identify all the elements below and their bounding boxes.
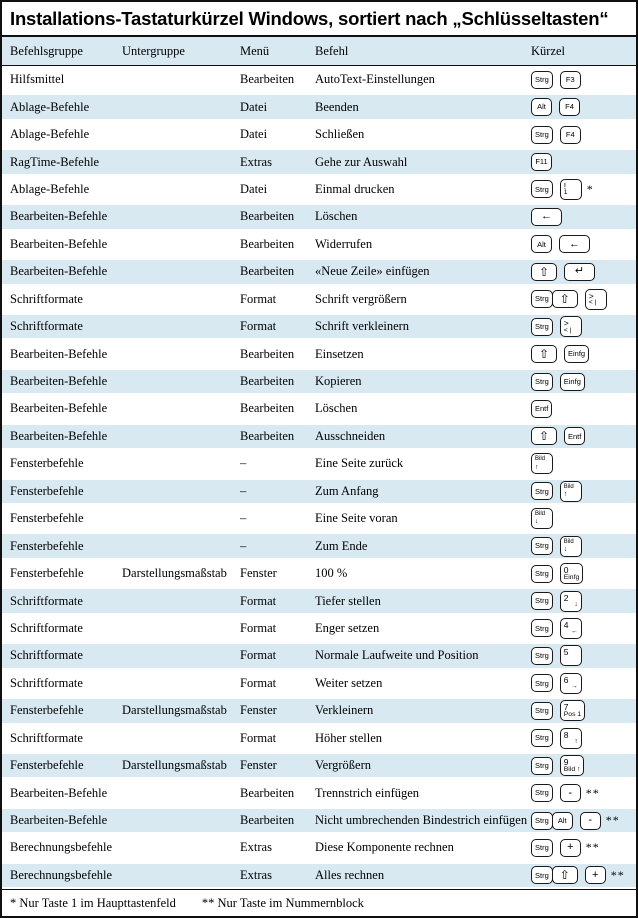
cell-befehlsgruppe: Fensterbefehle	[10, 483, 84, 498]
key-num-9-bild-up: 9 Bild ↑	[560, 755, 585, 776]
key-alt: Alt	[552, 812, 573, 830]
key-minus: -	[580, 812, 601, 830]
cell-menu: Format	[240, 648, 277, 663]
cell-kuerzel	[531, 345, 636, 363]
key-strg: Strg	[531, 565, 553, 583]
key-bild-down: Bild ↓	[560, 536, 582, 557]
key-f4: F4	[559, 98, 580, 116]
cell-kuerzel	[531, 453, 636, 474]
key-alt: Alt	[531, 235, 552, 253]
table-row	[2, 779, 636, 806]
table-row	[2, 752, 636, 779]
cell-menu: Bearbeiten	[240, 813, 295, 828]
cell-befehlsgruppe: Schriftformate	[10, 291, 83, 306]
table-row	[2, 148, 636, 175]
column-header-kuerzel: Kürzel	[531, 43, 566, 58]
cell-befehl: Vergrößern	[315, 758, 371, 773]
cell-befehl: Alles rechnen	[315, 867, 385, 882]
table-row	[2, 670, 636, 697]
cell-kuerzel	[531, 536, 636, 557]
footnote-marker: **	[610, 867, 625, 882]
cell-menu: Bearbeiten	[240, 236, 295, 251]
cell-befehl: 100 %	[315, 566, 348, 581]
table-row	[2, 505, 636, 532]
cell-kuerzel	[531, 618, 636, 639]
footnote-marker: **	[585, 840, 600, 855]
cell-befehl: Tiefer stellen	[315, 593, 381, 608]
cell-menu: Format	[240, 593, 277, 608]
key-num-5: 5	[560, 645, 582, 666]
cell-kuerzel	[531, 208, 636, 226]
page-title: Installations-Tastaturkürzel Windows, sortiert nach „Schlüsseltasten“	[10, 8, 609, 29]
cell-befehl: Ausschneiden	[315, 428, 386, 443]
cell-befehlsgruppe: Bearbeiten-Befehle	[10, 209, 108, 224]
cell-befehl: Löschen	[315, 209, 358, 224]
key-f3: F3	[560, 71, 581, 89]
title-bar	[2, 2, 636, 37]
cell-menu: Fenster	[240, 566, 277, 581]
key-angle-brackets: > < |	[560, 316, 582, 337]
footnote-marker: *	[586, 181, 594, 196]
footnote-marker: **	[585, 785, 600, 800]
key-shift: ⇧	[531, 263, 557, 281]
key-einfg: Einfg	[564, 345, 589, 363]
cell-menu: Bearbeiten	[240, 72, 295, 87]
footnote-marker: **	[605, 813, 620, 828]
cell-kuerzel	[531, 400, 636, 418]
cell-kuerzel	[531, 289, 636, 310]
cell-menu: Format	[240, 291, 277, 306]
cell-befehlsgruppe: Fensterbefehle	[10, 703, 84, 718]
key-num-2-down: 2 ↓	[560, 591, 582, 612]
table-header	[2, 37, 636, 66]
cell-menu: Bearbeiten	[240, 346, 295, 361]
table-row	[2, 231, 636, 258]
key-num-4-left: 4 ←	[560, 618, 582, 639]
cell-befehlsgruppe: Berechnungsbefehle	[10, 867, 113, 882]
table-row	[2, 66, 636, 93]
cell-kuerzel	[531, 373, 636, 391]
key-shift: ⇧	[552, 290, 578, 308]
key-entf: Entf	[564, 427, 585, 445]
cell-kuerzel	[531, 153, 636, 171]
cell-befehlsgruppe: Fensterbefehle	[10, 566, 84, 581]
cell-befehlsgruppe: Bearbeiten-Befehle	[10, 236, 108, 251]
cell-befehl: Schrift verkleinern	[315, 319, 410, 334]
table-row	[2, 313, 636, 340]
key-backspace: ←	[559, 235, 590, 253]
cell-kuerzel	[531, 508, 636, 529]
key-strg: Strg	[531, 757, 553, 775]
key-plus: +	[560, 839, 581, 857]
table-row	[2, 560, 636, 587]
cell-befehlsgruppe: Fensterbefehle	[10, 511, 84, 526]
key-plus: +	[585, 866, 606, 884]
cell-kuerzel	[531, 728, 636, 749]
footnote-numpad-keys: ** Nur Taste im Nummernblock	[201, 895, 364, 910]
cell-menu: Format	[240, 730, 277, 745]
key-alt: Alt	[531, 98, 552, 116]
cell-befehl: Zum Anfang	[315, 483, 379, 498]
cell-kuerzel	[531, 784, 636, 802]
cell-menu: Extras	[240, 154, 272, 169]
key-f11: F11	[531, 153, 552, 171]
cell-menu: Datei	[240, 99, 268, 114]
key-shift: ⇧	[531, 345, 557, 363]
cell-menu: Bearbeiten	[240, 374, 295, 389]
cell-kuerzel	[531, 755, 636, 776]
key-minus: -	[560, 784, 581, 802]
column-header-untergruppe: Untergruppe	[122, 43, 185, 58]
key-strg: Strg	[531, 71, 553, 89]
cell-befehl: Diese Komponente rechnen	[315, 840, 454, 855]
cell-befehl: Zum Ende	[315, 538, 368, 553]
cell-befehlsgruppe: Bearbeiten-Befehle	[10, 346, 108, 361]
cell-untergruppe: Darstellungsmaßstab	[122, 703, 227, 718]
cell-menu: Fenster	[240, 758, 277, 773]
table-row	[2, 450, 636, 477]
key-f4: F4	[560, 126, 581, 144]
cell-kuerzel	[531, 316, 636, 337]
cell-befehlsgruppe: Ablage-Befehle	[10, 127, 90, 142]
key-strg: Strg	[531, 592, 553, 610]
table-row	[2, 862, 636, 889]
key-strg: Strg	[531, 126, 553, 144]
key-strg: Strg	[531, 729, 553, 747]
cell-befehl: Schrift vergrößern	[315, 291, 407, 306]
cell-kuerzel	[531, 179, 636, 200]
cell-menu: Bearbeiten	[240, 401, 295, 416]
cell-kuerzel	[531, 700, 636, 721]
cell-befehl: Weiter setzen	[315, 675, 383, 690]
key-num-6-right: 6 →	[560, 673, 582, 694]
cell-kuerzel	[531, 563, 636, 584]
cell-menu: Bearbeiten	[240, 785, 295, 800]
cell-kuerzel	[531, 866, 636, 884]
cell-menu: Extras	[240, 867, 272, 882]
key-strg: Strg	[531, 537, 553, 555]
table-row	[2, 587, 636, 614]
column-header-befehlsgruppe: Befehlsgruppe	[10, 43, 83, 58]
key-angle-brackets: > < |	[585, 289, 607, 310]
cell-befehlsgruppe: Schriftformate	[10, 675, 83, 690]
cell-kuerzel	[531, 126, 636, 144]
cell-menu: Format	[240, 319, 277, 334]
table-row	[2, 725, 636, 752]
cell-befehlsgruppe: Schriftformate	[10, 730, 83, 745]
cell-menu: –	[240, 456, 247, 471]
key-shift: ⇧	[552, 866, 578, 884]
cell-befehlsgruppe: Bearbeiten-Befehle	[10, 374, 108, 389]
cell-befehlsgruppe: Hilfsmittel	[10, 72, 65, 87]
cell-kuerzel	[531, 71, 636, 89]
column-header-menu: Menü	[240, 43, 270, 58]
cell-befehlsgruppe: Schriftformate	[10, 593, 83, 608]
key-bild-up: Bild ↑	[531, 453, 553, 474]
cell-befehlsgruppe: Fensterbefehle	[10, 538, 84, 553]
table-row	[2, 258, 636, 285]
key-strg: Strg	[531, 839, 553, 857]
table-row	[2, 642, 636, 669]
cell-menu: –	[240, 483, 247, 498]
cell-menu: Fenster	[240, 703, 277, 718]
cell-befehlsgruppe: Bearbeiten-Befehle	[10, 428, 108, 443]
key-num-8-up: 8 ↑	[560, 728, 582, 749]
cell-befehlsgruppe: Bearbeiten-Befehle	[10, 264, 108, 279]
cell-befehl: Gehe zur Auswahl	[315, 154, 408, 169]
cell-menu: Bearbeiten	[240, 428, 295, 443]
table-row	[2, 340, 636, 367]
cell-befehl: Trennstrich einfügen	[315, 785, 420, 800]
cell-befehl: Eine Seite zurück	[315, 456, 404, 471]
cell-befehlsgruppe: Ablage-Befehle	[10, 99, 90, 114]
key-strg: Strg	[531, 290, 553, 308]
cell-befehl: Höher stellen	[315, 730, 382, 745]
cell-befehlsgruppe: Bearbeiten-Befehle	[10, 401, 108, 416]
cell-befehlsgruppe: RagTime-Befehle	[10, 154, 100, 169]
key-num-0-einfg: 0 Einfg	[560, 563, 584, 584]
cell-menu: Bearbeiten	[240, 209, 295, 224]
cell-befehl: AutoText-Einstellungen	[315, 72, 435, 87]
key-backspace: ←	[531, 208, 562, 226]
cell-befehl: Einmal drucken	[315, 181, 395, 196]
table-row	[2, 615, 636, 642]
key-strg: Strg	[531, 619, 553, 637]
cell-kuerzel	[531, 645, 636, 666]
key-einfg: Einfg	[560, 373, 585, 391]
cell-befehl: Nicht umbrechenden Bindestrich einfügen	[315, 813, 528, 828]
table-row	[2, 423, 636, 450]
table-row	[2, 286, 636, 313]
footnotes	[2, 889, 636, 916]
cell-kuerzel	[531, 235, 636, 253]
key-bild-down: Bild ↓	[531, 508, 553, 529]
cell-untergruppe: Darstellungsmaßstab	[122, 758, 227, 773]
cell-befehlsgruppe: Ablage-Befehle	[10, 181, 90, 196]
cell-befehlsgruppe: Bearbeiten-Befehle	[10, 785, 108, 800]
cell-kuerzel	[531, 98, 636, 116]
cell-befehl: Löschen	[315, 401, 358, 416]
table-row	[2, 697, 636, 724]
cell-befehl: Beenden	[315, 99, 359, 114]
key-strg: Strg	[531, 812, 553, 830]
key-bild-up: Bild ↑	[560, 481, 582, 502]
table-row	[2, 203, 636, 230]
key-num-7-pos1: 7 Pos 1	[560, 700, 585, 721]
cell-kuerzel	[531, 263, 636, 281]
table-row	[2, 395, 636, 422]
cell-menu: –	[240, 538, 247, 553]
table-row	[2, 807, 636, 834]
key-strg: Strg	[531, 866, 553, 884]
cell-kuerzel	[531, 481, 636, 502]
cell-befehlsgruppe: Schriftformate	[10, 620, 83, 635]
cell-befehl: «Neue Zeile» einfügen	[315, 264, 430, 279]
key-strg: Strg	[531, 318, 553, 336]
shortcut-table	[2, 66, 636, 889]
table-row	[2, 368, 636, 395]
table-row	[2, 532, 636, 559]
table-row	[2, 93, 636, 120]
key-exclamation-1: ! 1	[560, 179, 582, 200]
cell-befehlsgruppe: Fensterbefehle	[10, 758, 84, 773]
key-strg: Strg	[531, 674, 553, 692]
key-strg: Strg	[531, 647, 553, 665]
table-row	[2, 834, 636, 861]
cell-kuerzel	[531, 427, 636, 445]
key-strg: Strg	[531, 373, 553, 391]
cell-kuerzel	[531, 839, 636, 857]
key-shift: ⇧	[531, 427, 557, 445]
cell-menu: Format	[240, 675, 277, 690]
key-strg: Strg	[531, 702, 553, 720]
key-strg: Strg	[531, 180, 553, 198]
cell-untergruppe: Darstellungsmaßstab	[122, 566, 227, 581]
cell-kuerzel	[531, 591, 636, 612]
key-entf: Entf	[531, 400, 552, 418]
cell-befehlsgruppe: Bearbeiten-Befehle	[10, 813, 108, 828]
cell-befehlsgruppe: Fensterbefehle	[10, 456, 84, 471]
cell-befehl: Normale Laufweite und Position	[315, 648, 479, 663]
cell-kuerzel	[531, 812, 636, 830]
cell-befehl: Widerrufen	[315, 236, 373, 251]
table-row	[2, 478, 636, 505]
cell-befehl: Einsetzen	[315, 346, 364, 361]
cell-kuerzel	[531, 673, 636, 694]
cell-befehl: Kopieren	[315, 374, 362, 389]
footnote-main-keys: * Nur Taste 1 im Haupttastenfeld	[10, 895, 176, 910]
column-header-befehl: Befehl	[315, 43, 349, 58]
cell-befehl: Enger setzen	[315, 620, 380, 635]
cell-menu: Bearbeiten	[240, 264, 295, 279]
cell-befehl: Eine Seite voran	[315, 511, 398, 526]
cell-menu: –	[240, 511, 247, 526]
cell-befehlsgruppe: Schriftformate	[10, 648, 83, 663]
cell-menu: Extras	[240, 840, 272, 855]
cell-befehl: Verkleinern	[315, 703, 374, 718]
key-return: ↵	[564, 263, 595, 281]
cell-befehl: Schließen	[315, 127, 365, 142]
key-strg: Strg	[531, 482, 553, 500]
cell-befehlsgruppe: Schriftformate	[10, 319, 83, 334]
cell-befehlsgruppe: Berechnungsbefehle	[10, 840, 113, 855]
cell-menu: Datei	[240, 181, 268, 196]
key-strg: Strg	[531, 784, 553, 802]
cell-menu: Datei	[240, 127, 268, 142]
table-row	[2, 176, 636, 203]
cell-menu: Format	[240, 620, 277, 635]
table-row	[2, 121, 636, 148]
